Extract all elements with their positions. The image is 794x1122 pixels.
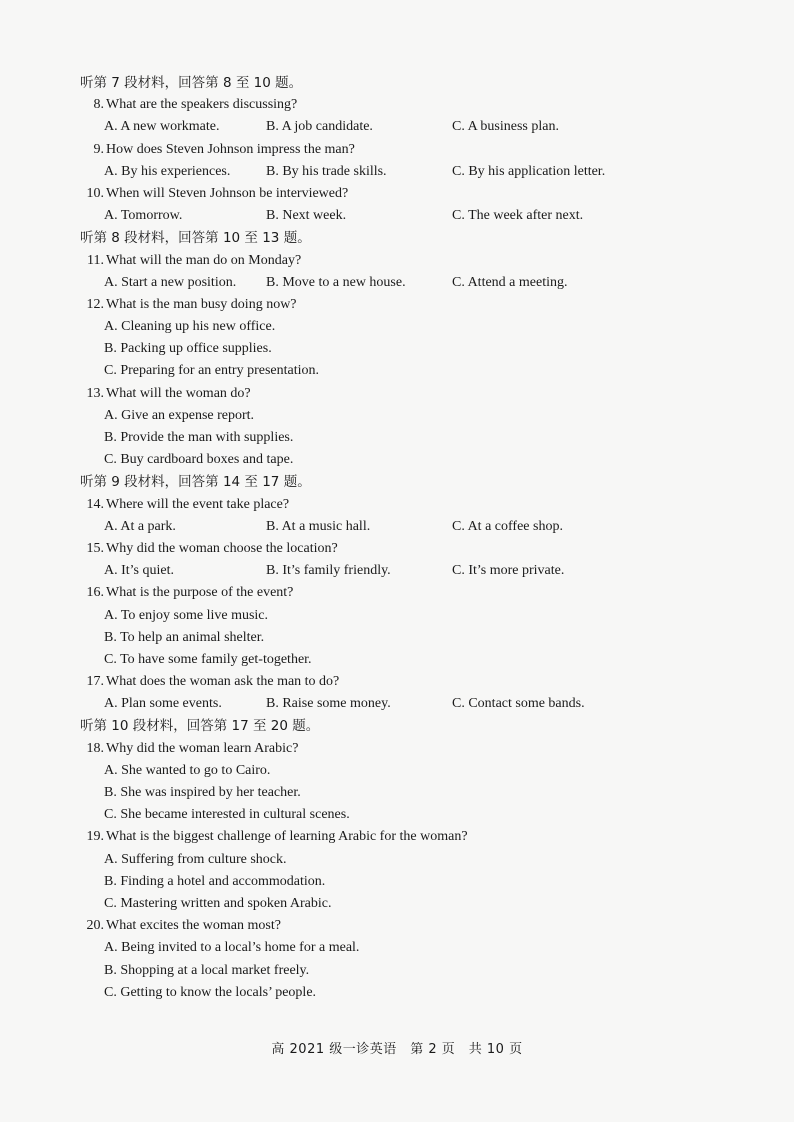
answer-option: C. Contact some bands. [452, 696, 585, 712]
answer-option: C. By his application letter. [452, 163, 606, 179]
question-number: 20. [86, 918, 104, 934]
question-text: Why did the woman learn Arabic? [106, 740, 299, 756]
answer-option: A. She wanted to go to Cairo. [104, 762, 271, 778]
options-row [80, 205, 720, 227]
answer-option: C. At a coffee shop. [452, 518, 563, 534]
options-row [80, 560, 720, 582]
question-number: 14. [86, 496, 104, 512]
question-number: 15. [86, 540, 104, 556]
question-number: 10. [86, 185, 104, 201]
answer-option: A. Being invited to a local’s home for a meal. [104, 940, 360, 956]
question-text: When will Steven Johnson be interviewed? [106, 185, 349, 201]
answer-option: A. It’s quiet. [104, 563, 174, 579]
answer-option: A. At a park. [104, 518, 176, 534]
question-stem [80, 738, 720, 760]
question-text: What will the woman do? [106, 385, 251, 401]
options-row [80, 161, 720, 183]
answer-option: C. Preparing for an entry presentation. [104, 363, 319, 379]
answer-option: B. Provide the man with supplies. [104, 430, 294, 445]
answer-option: C. She became interested in cultural scenes. [104, 807, 350, 823]
question-text: What does the woman ask the man to do? [106, 674, 340, 690]
options-row [80, 272, 720, 294]
question-text: What is the man busy doing now? [106, 296, 297, 312]
answer-option: A. Start a new position. [104, 274, 237, 290]
options-row [80, 516, 720, 538]
question-stem [80, 250, 720, 272]
answer-option: A. A new workmate. [104, 119, 220, 135]
question-stem [80, 183, 720, 205]
question-number: 13. [86, 385, 104, 401]
question-stem [80, 582, 720, 604]
answer-option: A. Cleaning up his new office. [104, 319, 276, 335]
answer-option: B. By his trade skills. [266, 163, 387, 179]
answer-option: A. Tomorrow. [104, 208, 183, 224]
section-header: 听第 9 段材料，回答第 14 至 17 题。 [80, 474, 311, 491]
question-number: 19. [86, 829, 104, 845]
question-text: What will the man do on Monday? [106, 252, 302, 268]
question-number: 12. [86, 296, 104, 312]
answer-option: B. It’s family friendly. [266, 563, 391, 579]
answer-option: C. Mastering written and spoken Arabic. [104, 895, 332, 911]
question-stem [80, 94, 720, 116]
question-number: 18. [86, 740, 104, 756]
answer-option: B. Finding a hotel and accommodation. [104, 873, 326, 889]
question-text: What excites the woman most? [106, 918, 281, 934]
answer-option: C. It’s more private. [452, 563, 565, 579]
question-text: What is the biggest challenge of learning Arabic for the woman? [106, 829, 468, 845]
answer-option: C. Getting to know the locals’ people. [104, 984, 317, 1000]
options-row [80, 693, 720, 715]
answer-option: B. To help an animal shelter. [104, 629, 265, 645]
answer-option: B. At a music hall. [266, 518, 371, 534]
page-footer: 高 2021 级一诊英语 第 2 页 共 10 页 [271, 1042, 523, 1057]
section-header: 听第 7 段材料，回答第 8 至 10 题。 [80, 75, 303, 91]
question-stem [80, 383, 720, 405]
question-number: 8. [93, 97, 104, 113]
question-text: Where will the event take place? [106, 496, 290, 512]
question-stem [80, 538, 720, 560]
question-stem [80, 139, 720, 161]
answer-option: A. Plan some events. [104, 696, 222, 712]
options-row [80, 116, 720, 138]
answer-option: C. A business plan. [452, 119, 559, 135]
question-number: 11. [87, 252, 104, 268]
question-stem [80, 826, 720, 848]
question-text: Why did the woman choose the location? [106, 540, 338, 556]
answer-option: A. By his experiences. [104, 163, 231, 179]
answer-option: B. Shopping at a local market freely. [104, 962, 310, 978]
answer-option: B. Packing up office supplies. [104, 341, 272, 357]
question-number: 16. [86, 585, 104, 601]
question-stem [80, 915, 720, 937]
answer-option: C. To have some family get-together. [104, 651, 312, 667]
question-stem [80, 671, 720, 693]
answer-option: B. She was inspired by her teacher. [104, 785, 301, 800]
answer-option: C. The week after next. [452, 208, 584, 224]
section-header: 听第 8 段材料，回答第 10 至 13 题。 [80, 230, 311, 247]
answer-option: B. A job candidate. [266, 119, 373, 135]
question-number: 17. [86, 674, 104, 690]
question-number: 9. [93, 141, 104, 157]
answer-option: A. Give an expense report. [104, 407, 255, 423]
exam-content [80, 72, 720, 1004]
answer-option: B. Raise some money. [266, 696, 391, 712]
answer-option: C. Buy cardboard boxes and tape. [104, 452, 294, 468]
answer-option: B. Next week. [266, 208, 347, 224]
section-header: 听第 10 段材料，回答第 17 至 20 题。 [80, 718, 320, 735]
question-stem [80, 294, 720, 316]
question-stem [80, 494, 720, 516]
question-text: What is the purpose of the event? [106, 585, 294, 601]
answer-option: B. Move to a new house. [266, 274, 406, 290]
answer-option: A. To enjoy some live music. [104, 607, 269, 623]
question-text: What are the speakers discussing? [106, 97, 298, 113]
answer-option: A. Suffering from culture shock. [104, 851, 287, 867]
answer-option: C. Attend a meeting. [452, 274, 568, 290]
question-text: How does Steven Johnson impress the man? [106, 141, 355, 157]
